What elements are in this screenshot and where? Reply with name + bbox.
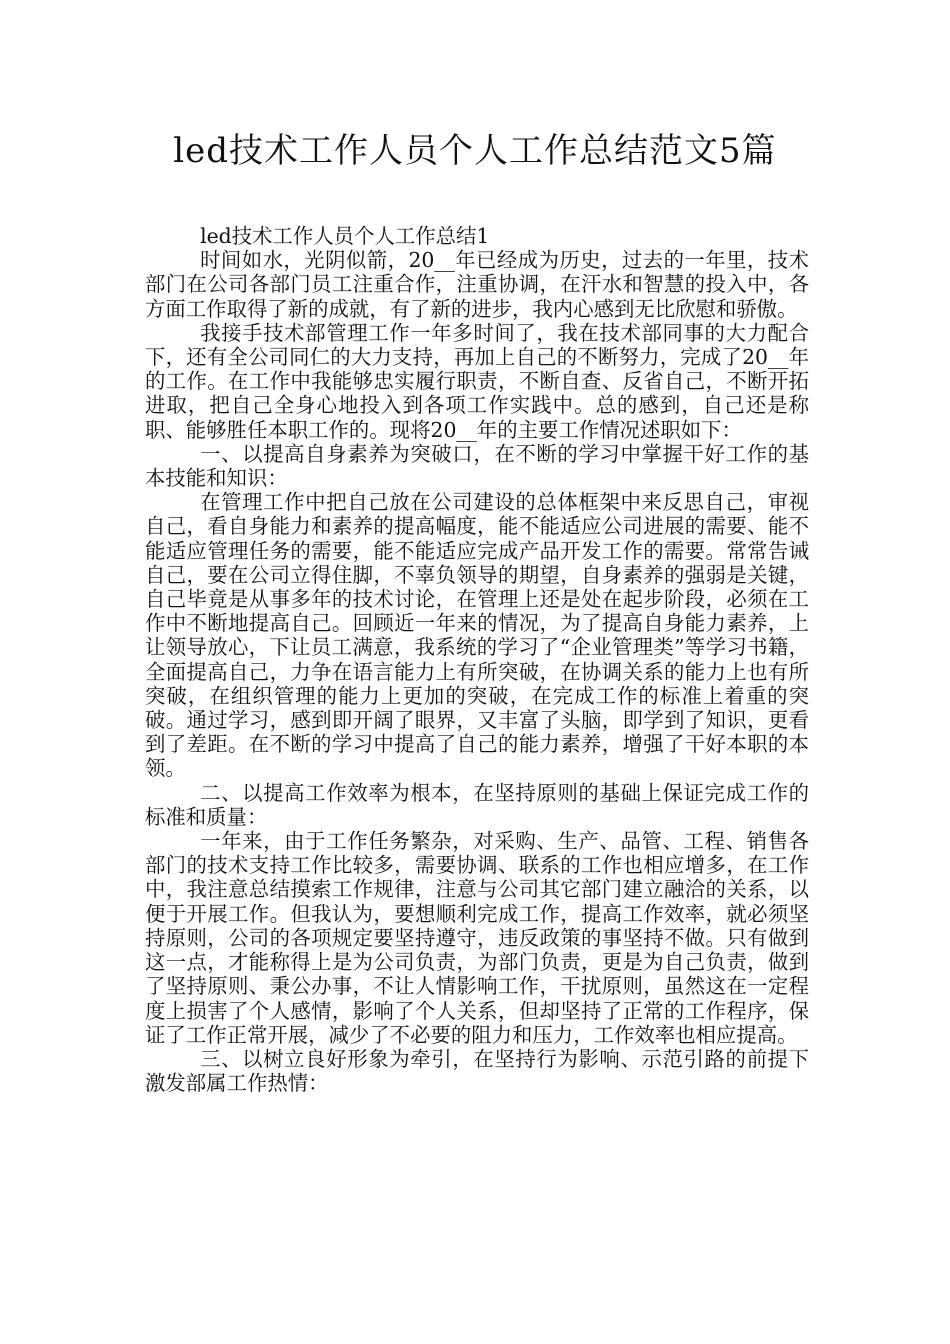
subheading-paragraph: 三、以树立良好形象为牵引，在坚持行为影响、示范引路的前提下激发部属工作热情： (145, 1046, 809, 1096)
subheading-paragraph: 一、以提高自身素养为突破口，在不断的学习中掌握干好工作的基本技能和知识： (145, 441, 809, 491)
body-paragraph: 我接手技术部管理工作一年多时间了，我在技术部同事的大力配合下，还有全公司同仁的大力支持，再加上自己的不断努力，完成了20__年的工作。在工作中我能够忠实履行职责，不断自查、反省自己，不断开拓进取，把自己全身心地投入到各项工作实践中。总的感到，自己还是称职、能够胜任本职工作的。现将20__年的主要工作情况述职如下： (145, 320, 809, 442)
body-paragraph: 在管理工作中把自己放在公司建设的总体框架中来反思自己，审视自己，看自身能力和素养的提高幅度，能不能适应公司进展的需要、能不能适应管理任务的需要，能不能适应完成产品开发工作的需要。常常告诫自己，要在公司立得住脚，不辜负领导的期望，自身素养的强弱是关键，自己毕竟是从事多年的技术讨论，在管理上还是处在起步阶段，必须在工作中不断地提高自己。回顾近一年来的情况，为了提高自身能力素养，上让领导放心，下让员工满意，我系统的学习了“企业管理类”等学习书籍，全面提高自己，力争在语言能力上有所突破，在协调关系的能力上也有所突破，在组织管理的能力上更加的突破，在完成工作的标准上着重的突破。通过学习，感到即开阔了眼界，又丰富了头脑，即学到了知识，更看到了差距。在不断的学习中提高了自己的能力素养，增强了干好本职的本领。 (145, 490, 809, 781)
body-paragraph: 时间如水，光阴似箭，20__年已经成为历史，过去的一年里，技术部门在公司各部门员工注重合作，注重协调，在汗水和智慧的投入中，各方面工作取得了新的成就，有了新的进步，我内心感到无比欣慰和骄傲。 (145, 248, 809, 321)
body-paragraph: 一年来，由于工作任务繁杂，对采购、生产、品管、工程、销售各部门的技术支持工作比较多，需要协调、联系的工作也相应增多，在工作中，我注意总结摸索工作规律，注意与公司其它部门建立融洽的关系，以便于开展工作。但我认为，要想顺利完成工作，提高工作效率，就必须坚持原则，公司的各项规定要坚持遵守，违反政策的事坚持不做。只有做到这一点，才能称得上是为公司负责，为部门负责，更是为自己负责，做到了坚持原则、秉公办事，不让人情影响工作，干扰原则，虽然这在一定程度上损害了个人感情，影响了个人关系，但却坚持了正常的工作程序，保证了工作正常开展，减少了不必要的阻力和压力，工作效率也相应提高。 (145, 829, 809, 1047)
subheading-paragraph: 二、以提高工作效率为根本，在坚持原则的基础上保证完成工作的标准和质量： (145, 780, 809, 829)
document-body (145, 224, 809, 1095)
document-title: led技术工作人员个人工作总结范文5篇 (173, 131, 777, 171)
section-heading: led技术工作人员个人工作总结1 (200, 224, 490, 248)
